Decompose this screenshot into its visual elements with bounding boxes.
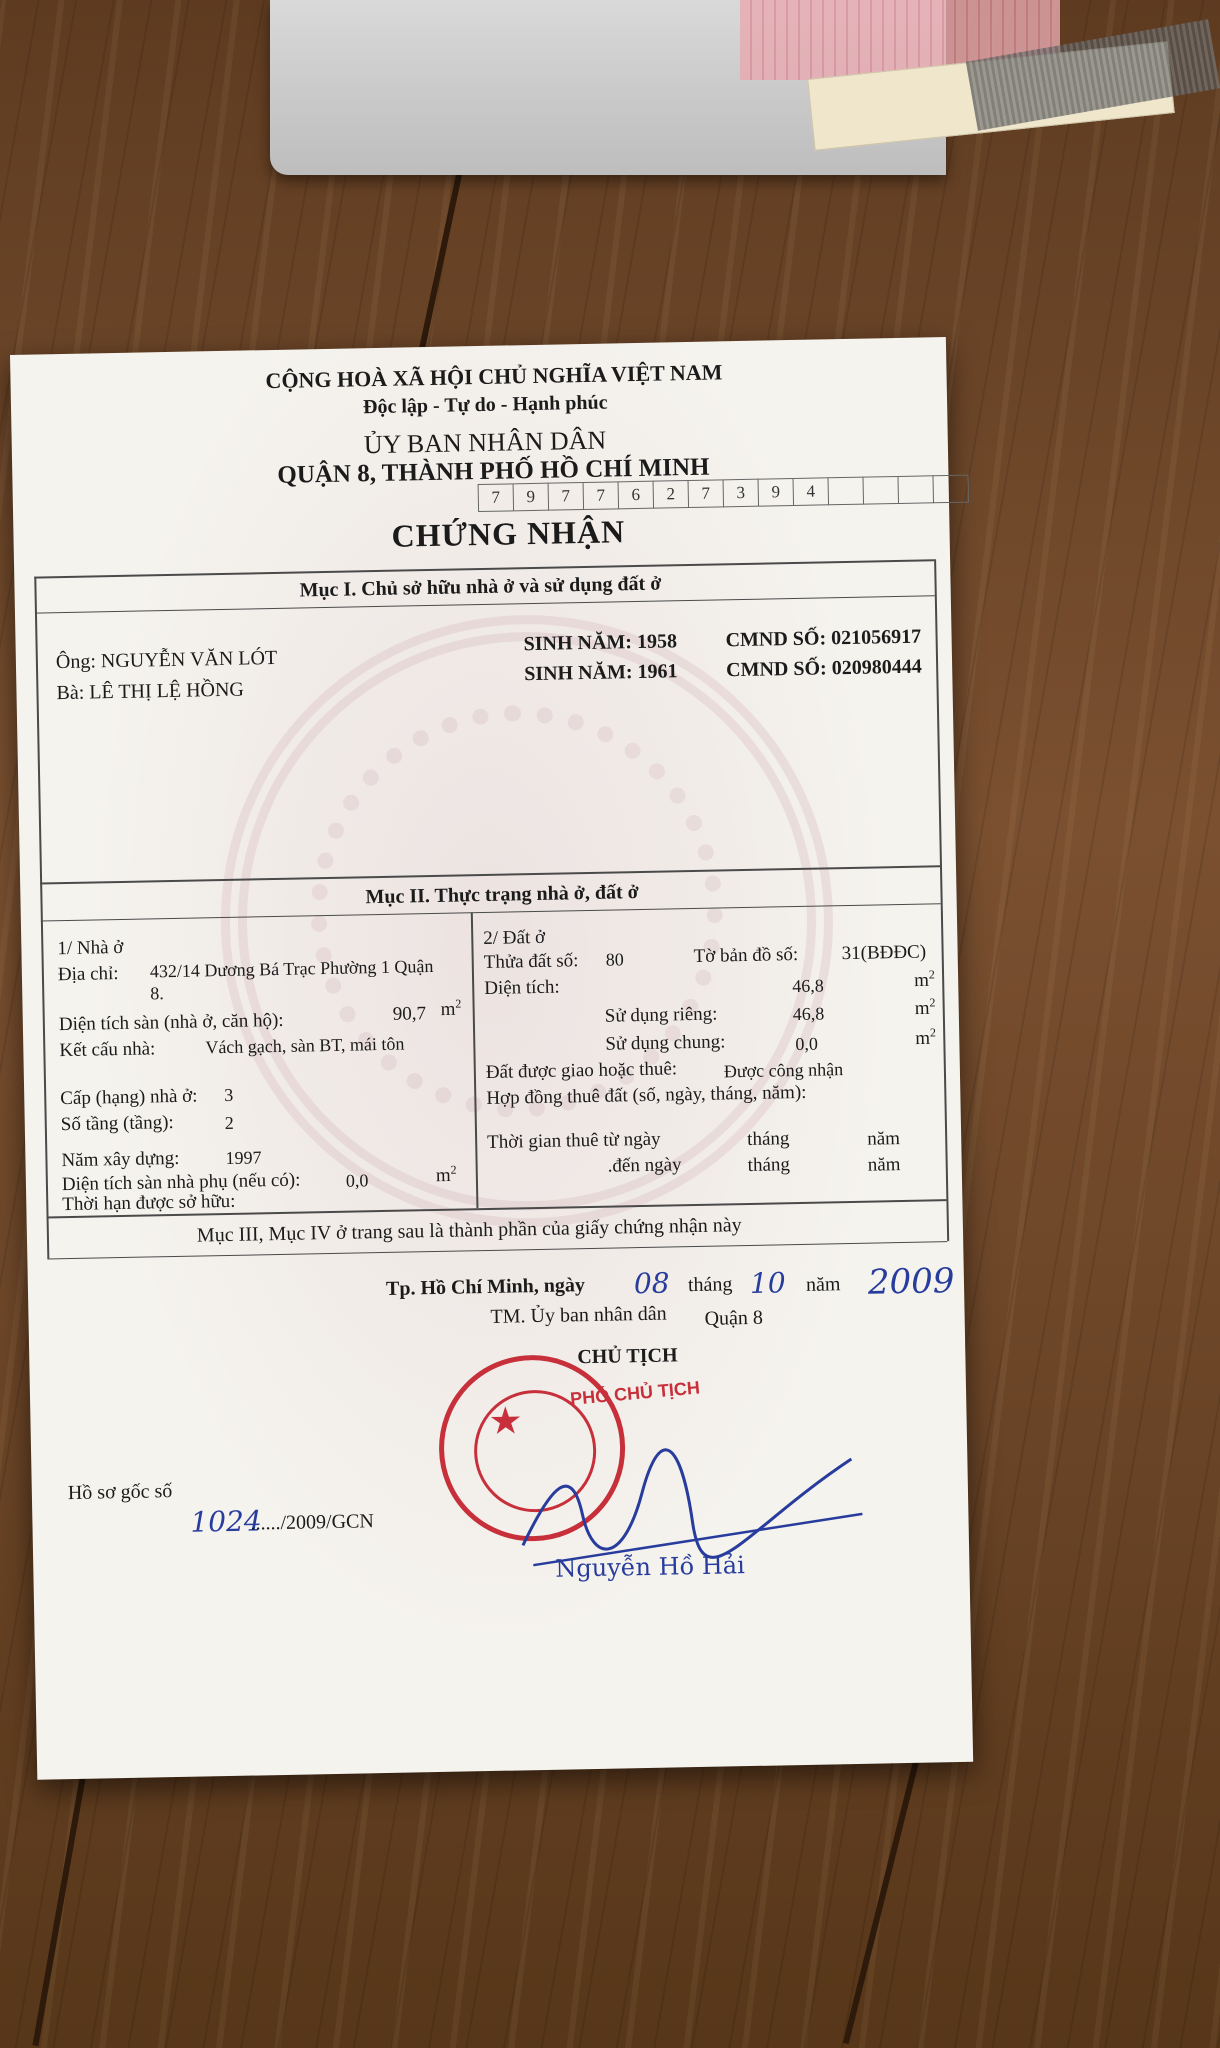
- sign-year-label: năm: [805, 1273, 841, 1296]
- floor-area-label: Diện tích sàn (nhà ở, căn hộ):: [58, 1009, 284, 1036]
- shared-use-unit: $m^2$: [915, 1025, 937, 1050]
- map-sheet-value: 31(BĐĐC): [841, 941, 927, 965]
- serial-digit: 9: [759, 478, 795, 507]
- file-number-suffix: ....../2009/GCN: [250, 1510, 375, 1535]
- floor-area-value: 90,7: [392, 1003, 427, 1025]
- owner-1-birth-year: SINH NĂM: 1958: [523, 630, 678, 656]
- wood-plank-gap: [419, 152, 466, 349]
- sign-month: 10: [749, 1266, 786, 1300]
- district-title: QUẬN 8, THÀNH PHỐ HỒ CHÍ MINH: [277, 453, 710, 489]
- house-heading: 1/ Nhà ở: [57, 936, 124, 960]
- shared-use-value: 0,0: [795, 1033, 819, 1055]
- land-allocation-label: Đất được giao hoặc thuê:: [485, 1058, 678, 1083]
- house-address-value: 432/14 Dương Bá Trạc Phường 1 Quận: [149, 955, 434, 982]
- background-papers: [270, 0, 946, 175]
- ownership-term-label: Thời hạn được sở hữu:: [62, 1190, 236, 1216]
- table-border-left: [34, 577, 49, 1259]
- serial-digit: 7: [478, 483, 515, 512]
- private-use-value: 46,8: [792, 1003, 825, 1025]
- aux-area-value: 0,0: [345, 1170, 369, 1191]
- lease-to-month-label: tháng: [747, 1154, 791, 1176]
- house-grade-value: 3: [224, 1084, 234, 1106]
- sign-month-label: tháng: [687, 1273, 733, 1297]
- file-number-label: Hồ sơ gốc số: [67, 1480, 173, 1505]
- map-sheet-label: Tờ bản đồ số:: [693, 943, 799, 967]
- certificate-title: CHỨNG NHẬN: [391, 513, 626, 554]
- private-use-label: Sử dụng riêng:: [604, 1003, 718, 1027]
- file-number-handwritten: 1024: [190, 1504, 263, 1539]
- stamp-role-text: PHÓ CHỦ TỊCH: [569, 1377, 701, 1409]
- lease-from-year-label: năm: [867, 1128, 901, 1150]
- section2-title: Mục II. Thực trạng nhà ở, đất ở: [365, 881, 639, 909]
- land-allocation-value: Được công nhận: [723, 1059, 844, 1082]
- stamp-star-icon: ★: [488, 1400, 524, 1444]
- national-title: CỘNG HOÀ XÃ HỘI CHỦ NGHĨA VIỆT NAM: [265, 359, 723, 394]
- serial-digit: 7: [584, 481, 620, 510]
- structure-label: Kết cấu nhà:: [59, 1038, 156, 1062]
- structure-value: Vách gạch, sàn BT, mái tôn: [205, 1033, 405, 1058]
- section3-4-note: Mục III, Mục IV ở trang sau là thành phần của giấy chứng nhận này: [196, 1214, 742, 1247]
- plot-number-value: 80: [605, 949, 624, 970]
- lease-from-label: Thời gian thuê từ ngày: [487, 1128, 661, 1153]
- signer-name: Nguyễn Hồ Hải: [555, 1551, 746, 1583]
- land-lease-contract-label: Hợp đồng thuê đất (số, ngày, tháng, năm):: [486, 1081, 807, 1109]
- serial-digit: 6: [619, 481, 655, 510]
- serial-digit: 4: [794, 477, 830, 506]
- lease-to-label: .đến ngày: [607, 1154, 682, 1177]
- authority-title: ỦY BAN NHÂN DÂN: [363, 425, 607, 460]
- build-year-value: 1997: [225, 1147, 262, 1169]
- land-heading: 2/ Đất ở: [483, 926, 546, 950]
- floors-label: Số tầng (tầng):: [60, 1112, 174, 1136]
- owner-2-birth-year: SINH NĂM: 1961: [524, 660, 678, 686]
- lease-to-year-label: năm: [867, 1154, 901, 1176]
- motto: Độc lập - Tự do - Hạnh phúc: [362, 391, 608, 419]
- serial-digit: 3: [724, 479, 760, 508]
- owner-2-id-number: CMND SỐ: 020980444: [725, 655, 922, 682]
- build-year-label: Năm xây dựng:: [61, 1147, 180, 1172]
- plot-number-label: Thửa đất số:: [483, 950, 579, 974]
- floors-value: 2: [224, 1112, 234, 1134]
- private-use-unit: $m^2$: [914, 995, 936, 1020]
- shared-use-label: Sử dụng chung:: [605, 1031, 726, 1055]
- owner-1-name: Ông: NGUYỄN VĂN LÓT: [55, 646, 278, 674]
- place-date-label: [386, 1274, 585, 1301]
- sign-day: 08: [633, 1266, 670, 1301]
- land-area-label: Diện tích:: [484, 976, 560, 1000]
- serial-digit: 2: [654, 480, 690, 509]
- house-address-continued: 8.: [150, 983, 164, 1004]
- table-border-right: [934, 559, 949, 1241]
- chairman-role: CHỦ TỊCH: [577, 1344, 678, 1369]
- aux-area-label: Diện tích sàn nhà phụ (nếu có):: [61, 1169, 301, 1196]
- note-bottom-border: [47, 1241, 947, 1259]
- certificate-document: [10, 337, 973, 1780]
- serial-digit: [863, 476, 899, 505]
- sign-year: 2009: [867, 1261, 955, 1303]
- serial-digit: 9: [514, 483, 550, 512]
- land-area-unit: $m^2$: [913, 967, 935, 992]
- district-short-label: Quận 8: [704, 1306, 764, 1330]
- aux-area-unit: $m^2$: [435, 1162, 457, 1187]
- owner-1-id-number: CMND SỐ: 021056917: [725, 625, 922, 652]
- serial-digit: [828, 477, 864, 506]
- place-date-text: Tp. Hồ Chí Minh, ngày: [385, 1274, 586, 1300]
- serial-digit: 7: [689, 479, 725, 508]
- on-behalf-label: TM. Ủy ban nhân dân: [490, 1302, 667, 1328]
- floor-area-unit: $m^2$: [440, 996, 462, 1021]
- section1-title: Mục I. Chủ sở hữu nhà ở và sử dụng đất ở: [299, 572, 662, 602]
- serial-digit: [933, 475, 969, 504]
- wood-plank-gap: [843, 1744, 923, 2044]
- owner-2-name: Bà: LÊ THỊ LỆ HỒNG: [56, 678, 245, 705]
- lease-from-month-label: tháng: [746, 1128, 790, 1150]
- house-address-label: Địa chỉ:: [57, 963, 119, 986]
- serial-digit: [898, 475, 934, 504]
- serial-digit: 7: [549, 482, 585, 511]
- house-grade-label: Cấp (hạng) nhà ở:: [60, 1085, 198, 1110]
- land-area-value: 46,8: [792, 975, 824, 997]
